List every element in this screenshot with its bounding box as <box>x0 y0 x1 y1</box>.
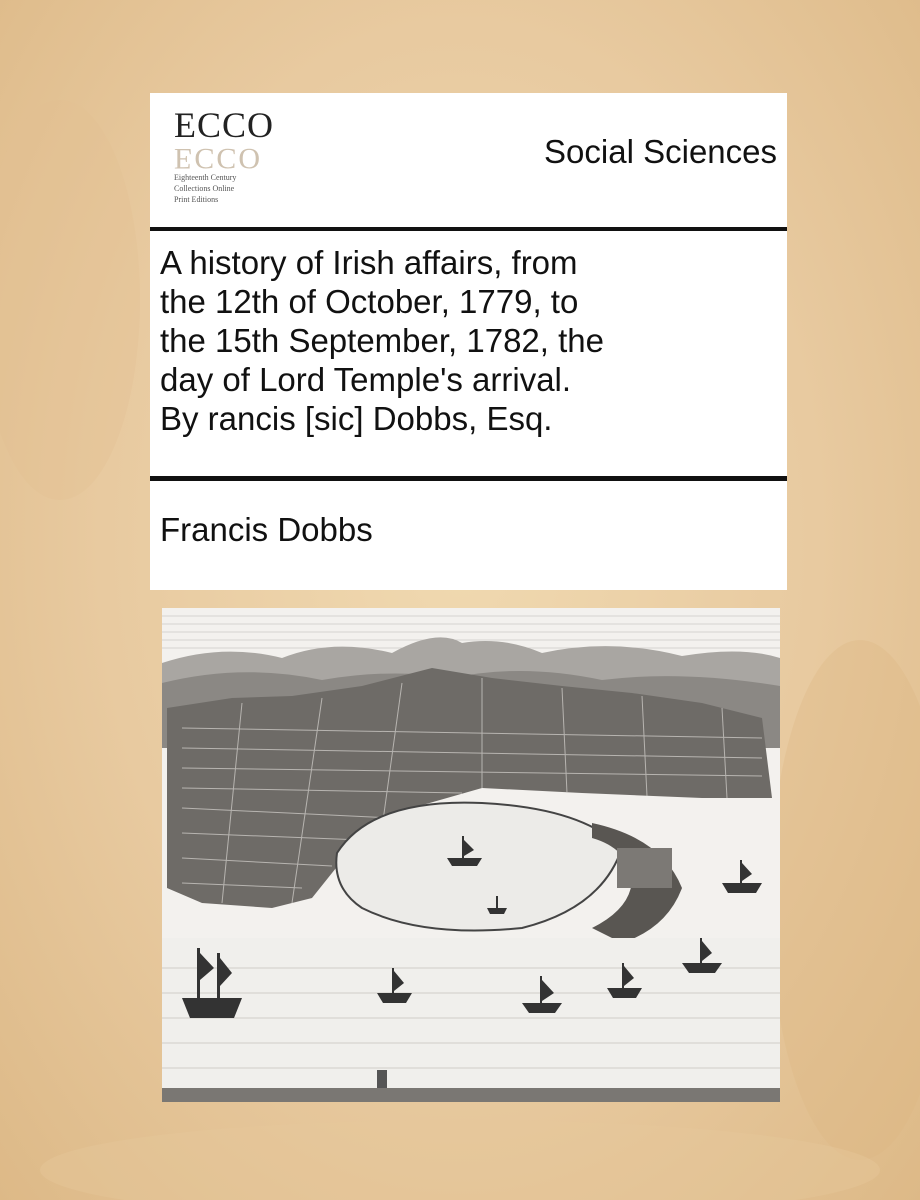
title-line: By rancis [sic] Dobbs, Esq. <box>160 400 553 437</box>
title-line: the 15th September, 1782, the <box>160 322 605 359</box>
harbor-engraving <box>162 608 780 1102</box>
book-title <box>160 243 780 438</box>
divider-top <box>150 227 787 231</box>
logo-letters: ECCO <box>174 105 275 145</box>
title-line: A history of Irish affairs, from <box>160 244 578 281</box>
ecco-logo <box>164 105 275 215</box>
logo-reflection: ECCO <box>174 142 263 175</box>
title-line: day of Lord Temple's arrival. <box>160 361 572 398</box>
header-row <box>150 93 787 228</box>
logo-line-2: Collections Online <box>174 184 235 193</box>
divider-bottom <box>150 476 787 481</box>
author-name: Francis Dobbs <box>160 511 373 548</box>
logo-line-3: Print Editions <box>174 195 219 204</box>
title-panel <box>150 93 787 590</box>
category-label: Social Sciences <box>544 133 777 170</box>
logo-line-1: Eighteenth Century <box>174 173 237 182</box>
title-line: the 12th of October, 1779, to <box>160 283 579 320</box>
